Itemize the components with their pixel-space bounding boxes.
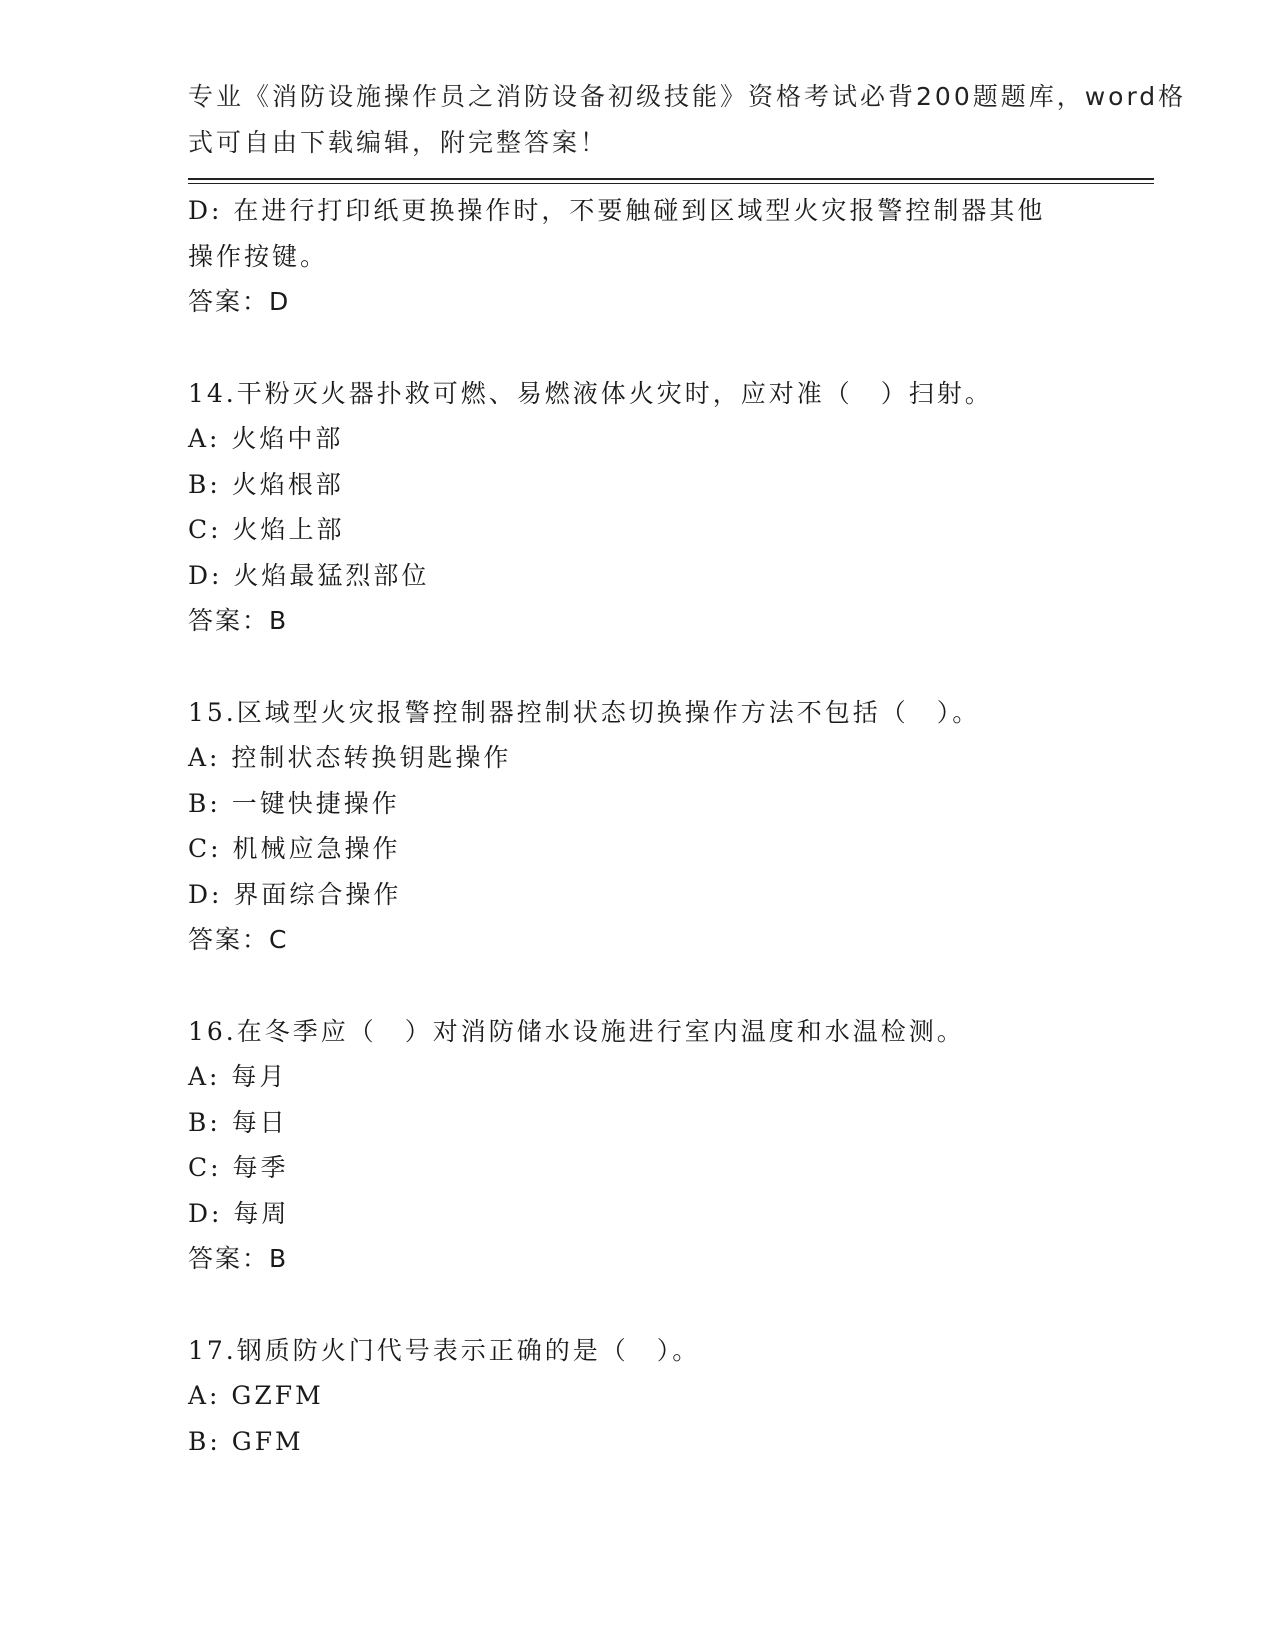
- option-c: C: 每季: [188, 1153, 289, 1182]
- option-a: A: 控制状态转换钥匙操作: [188, 743, 512, 772]
- question-17: [188, 1328, 1108, 1465]
- option-b: B: GFM: [188, 1426, 304, 1456]
- document-header: [188, 74, 1187, 165]
- header-line-2: 式可自由下载编辑，附完整答案！: [188, 127, 609, 157]
- answer-13: 答案：D: [188, 287, 291, 316]
- question-16: [188, 1009, 1108, 1282]
- question-14: [188, 371, 1108, 644]
- option-d: D: 每周: [188, 1198, 290, 1228]
- spacer: [188, 325, 1108, 371]
- answer-14: 答案：B: [188, 606, 289, 635]
- question-15: [188, 690, 1108, 963]
- question-13-continuation: [188, 188, 1108, 325]
- header-divider-thin: [188, 183, 1154, 184]
- option-d: D: 火焰最猛烈部位: [188, 560, 430, 590]
- option-b: B: 每日: [188, 1107, 288, 1137]
- question-stem: 17.钢质防火门代号表示正确的是（ ）。: [188, 1335, 701, 1365]
- option-a: A: 每月: [188, 1062, 288, 1091]
- spacer: [188, 1282, 1108, 1328]
- question-content: [188, 188, 1108, 1464]
- spacer: [188, 963, 1108, 1009]
- answer-16: 答案：B: [188, 1244, 289, 1273]
- answer-15: 答案：C: [188, 925, 289, 954]
- header-line-1: 专业《消防设施操作员之消防设备初级技能》资格考试必背200题题库，word格: [188, 82, 1187, 111]
- header-divider-thick: [188, 178, 1154, 180]
- option-a: A: 火焰中部: [188, 424, 344, 453]
- option-d-line-2: 操作按键。: [188, 241, 329, 271]
- option-b: B: 一键快捷操作: [188, 788, 400, 818]
- question-stem: 16.在冬季应（ ）对消防储水设施进行室内温度和水温检测。: [188, 1016, 965, 1046]
- option-b: B: 火焰根部: [188, 469, 344, 499]
- question-stem: 14.干粉灭火器扑救可燃、易燃液体火灾时，应对准（ ）扫射。: [188, 378, 993, 408]
- option-d-line-1: D: 在进行打印纸更换操作时，不要触碰到区域型火灾报警控制器其他: [188, 196, 1046, 225]
- question-stem: 15.区域型火灾报警控制器控制状态切换操作方法不包括（ ）。: [188, 697, 981, 727]
- spacer: [188, 644, 1108, 690]
- option-a: A: GZFM: [188, 1381, 324, 1410]
- option-d: D: 界面综合操作: [188, 879, 402, 909]
- option-c: C: 机械应急操作: [188, 834, 401, 863]
- option-c: C: 火焰上部: [188, 515, 345, 544]
